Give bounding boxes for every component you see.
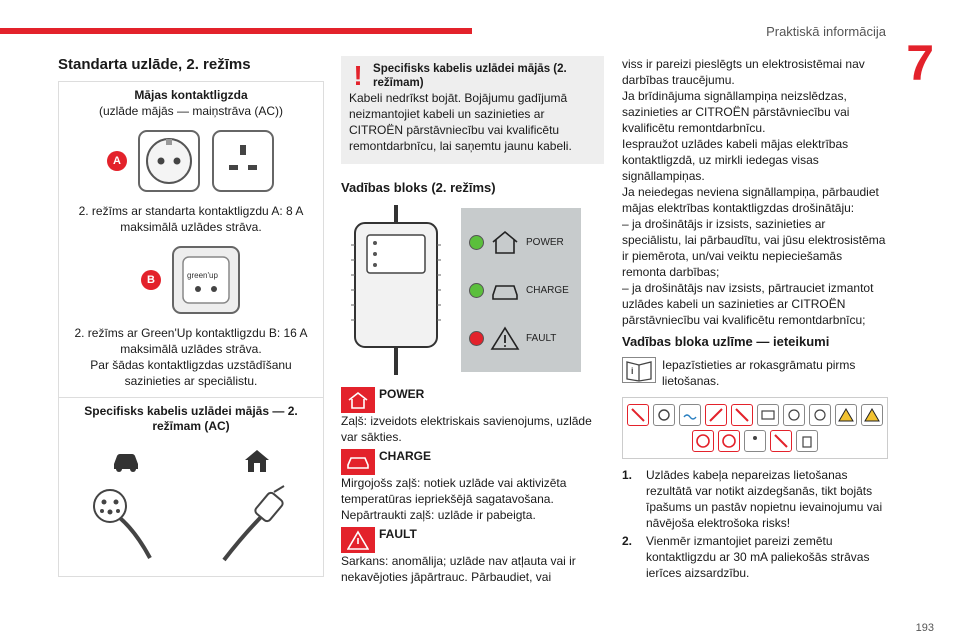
no-damage-icon [705, 404, 727, 426]
manual-note-row [622, 357, 888, 389]
indicator-fault [469, 325, 573, 351]
divider [59, 397, 323, 398]
numbered-item [622, 533, 888, 581]
indicator-panel [461, 208, 581, 372]
control-unit-illustration [341, 205, 604, 375]
cable-illustration [65, 484, 317, 564]
right-column [622, 56, 888, 581]
install-note: Par šādas kontaktligzdas uzstādīšanu sazinieties ar speciālistu. [90, 358, 292, 388]
indicator-label: CHARGE [526, 284, 569, 296]
greenup-label: green'up [187, 271, 218, 280]
fuse-icon [809, 404, 831, 426]
middle-column [341, 56, 604, 585]
house-outline-icon [490, 229, 520, 255]
socket-info-box [58, 81, 324, 577]
schuko-socket-icon [137, 129, 201, 193]
no-hand-icon [770, 430, 792, 452]
paragraph: Ja neiedegas neviena signāllampiņa, pārbaudiet mājas elektrības kontaktligzdas drošinātāju: [622, 185, 879, 215]
label-heading: Vadības bloka uzlīme — ieteikumi [622, 334, 830, 349]
trip-hazard-icon [744, 430, 766, 452]
car-icon [341, 449, 375, 475]
manual-note: Iepazīstieties ar rokasgrāmatu pirms lietošanas. [662, 358, 856, 388]
paragraph: viss ir pareizi pieslēgts un elektrosistēmai nav darbības traucējumu. [622, 57, 865, 87]
uk-socket-icon [211, 129, 275, 193]
indicator-label: POWER [526, 236, 564, 248]
header-accent-bar [0, 28, 472, 34]
item-number: 1. [622, 468, 633, 482]
warning-box [341, 56, 604, 164]
type2-connector-icon [88, 484, 158, 564]
section-heading: Standarta uzlāde, 2. režīms [58, 56, 251, 73]
fault-light-icon [469, 331, 484, 346]
socket-adapter-icon [653, 404, 675, 426]
indicator-power [469, 229, 573, 255]
warning-text: Kabeli nedrīkst bojāt. Bojājumu gadījumā neizmantojiet kabeli un sazinieties ar CITROËN pārstāvniecību vai kvalificētu remontdarbnīcu, lai saņemtu jaunu kabeli. [349, 91, 572, 153]
standard-sockets-illustration [65, 129, 317, 193]
mode-b-text: 2. režīms ar Green'Up kontaktligzdu B: 16 A maksimālā uzlādes strāva. [74, 326, 308, 356]
indicator-label: FAULT [526, 332, 557, 344]
control-unit-heading: Vadības bloks (2. režīms) [341, 180, 496, 195]
no-extension-cord-icon [627, 404, 649, 426]
socket-subtitle: (uzlāde mājās — maiņstrāva (AC)) [98, 104, 284, 118]
home-plug-icon [214, 484, 294, 564]
warning-exclamation-icon: ! [353, 60, 363, 91]
power-text: Zaļš: izveidots elektriskais savienojums, uzlāde var sākties. [341, 414, 592, 444]
cable-title: Specifisks kabelis uzlādei mājās — 2. režīmam (AC) [84, 404, 298, 433]
house-icon [341, 387, 375, 413]
control-box-icon [341, 205, 451, 375]
charge-title: CHARGE [379, 449, 432, 463]
charge-item [341, 449, 604, 475]
sticker-pictograms [622, 397, 888, 459]
water-hazard-icon [679, 404, 701, 426]
disposal-icon [796, 430, 818, 452]
item-text: Uzlādes kabeļa nepareizas lietošanas rezultātā var notikt aizdegšanās, tikt bojāts īpašums un pastāv nopietnu ievainojumu vai nāvējoša elektrošoka risks! [646, 468, 883, 530]
warning-header [349, 62, 596, 90]
house-icon [243, 448, 271, 474]
electric-shock-icon [861, 404, 883, 426]
item-number: 2. [622, 534, 633, 548]
indicator-charge [469, 277, 573, 303]
paragraph: Iespraužot uzlādes kabeli mājas elektrības kontaktligzdā, uz mirkli iedegas visas signāllampiņas. [622, 137, 849, 183]
no-children-icon [692, 430, 714, 452]
double-socket-icon [757, 404, 779, 426]
greenup-socket-illustration [65, 245, 317, 315]
tag-b: B [141, 270, 161, 290]
page-number: 193 [915, 622, 934, 634]
car-home-icons [65, 448, 317, 474]
tag-a: A [107, 151, 127, 171]
section-title: Praktiskā informācija [766, 24, 886, 39]
caution-triangle-icon [835, 404, 857, 426]
charge-text: Mirgojošs zaļš: notiek uzlāde vai aktivizēta temperatūras iepriekšējā sagatavošana. Nepārtraukti zaļš: uzlāde ir pabeigta. [341, 476, 567, 522]
ground-socket-icon [783, 404, 805, 426]
dash-item: – ja drošinātājs nav izsists, pārtrauciet izmantot uzlādes kabeli un sazinieties ar CITROËN pārstāvniecību vai kvalificētu remontdarbnīcu; [622, 281, 874, 327]
book-icon [622, 357, 656, 383]
chapter-number: 7 [906, 35, 934, 91]
fault-text: Sarkans: anomālija; uzlāde nav atļauta vai ir nekavējoties jāpārtrauc. Pārbaudiet, vai [341, 554, 576, 584]
no-pets-icon [718, 430, 740, 452]
car-outline-icon [490, 277, 520, 303]
svg-text:i: i [631, 366, 634, 376]
warning-triangle-outline-icon [490, 325, 520, 351]
left-column [58, 56, 324, 577]
warning-title: Specifisks kabelis uzlādei mājās (2. režīmam) [373, 63, 567, 89]
car-icon [111, 450, 141, 472]
dash-item: – ja drošinātājs ir izsists, sazinieties ar speciālistu, lai pārbaudītu, vai jūsu elektrosistēma ir piemērota, un/vai veiktu nepieciešamās remonta darbības; [622, 217, 886, 279]
warning-triangle-icon [341, 527, 375, 553]
fault-title: FAULT [379, 527, 417, 541]
socket-title: Mājas kontaktligzda [134, 88, 248, 102]
greenup-socket-icon [171, 245, 241, 315]
fault-item [341, 527, 604, 553]
charge-light-icon [469, 283, 484, 298]
paragraph: Ja brīdinājuma signāllampiņa neizslēdzas, sazinieties ar CITROËN pārstāvniecību vai kvalificētu remontdarbnīcu. [622, 89, 850, 135]
power-light-icon [469, 235, 484, 250]
no-cut-icon [731, 404, 753, 426]
item-text: Vienmēr izmantojiet pareizi zemētu kontaktligzdu ar 30 mA paliekošās strāvas ierīces aizsardzību. [646, 534, 870, 580]
mode-a-text: 2. režīms ar standarta kontaktligzdu A: 8 A maksimālā uzlādes strāva. [78, 204, 304, 234]
power-title: POWER [379, 387, 425, 401]
power-item [341, 387, 604, 413]
numbered-item [622, 467, 888, 531]
